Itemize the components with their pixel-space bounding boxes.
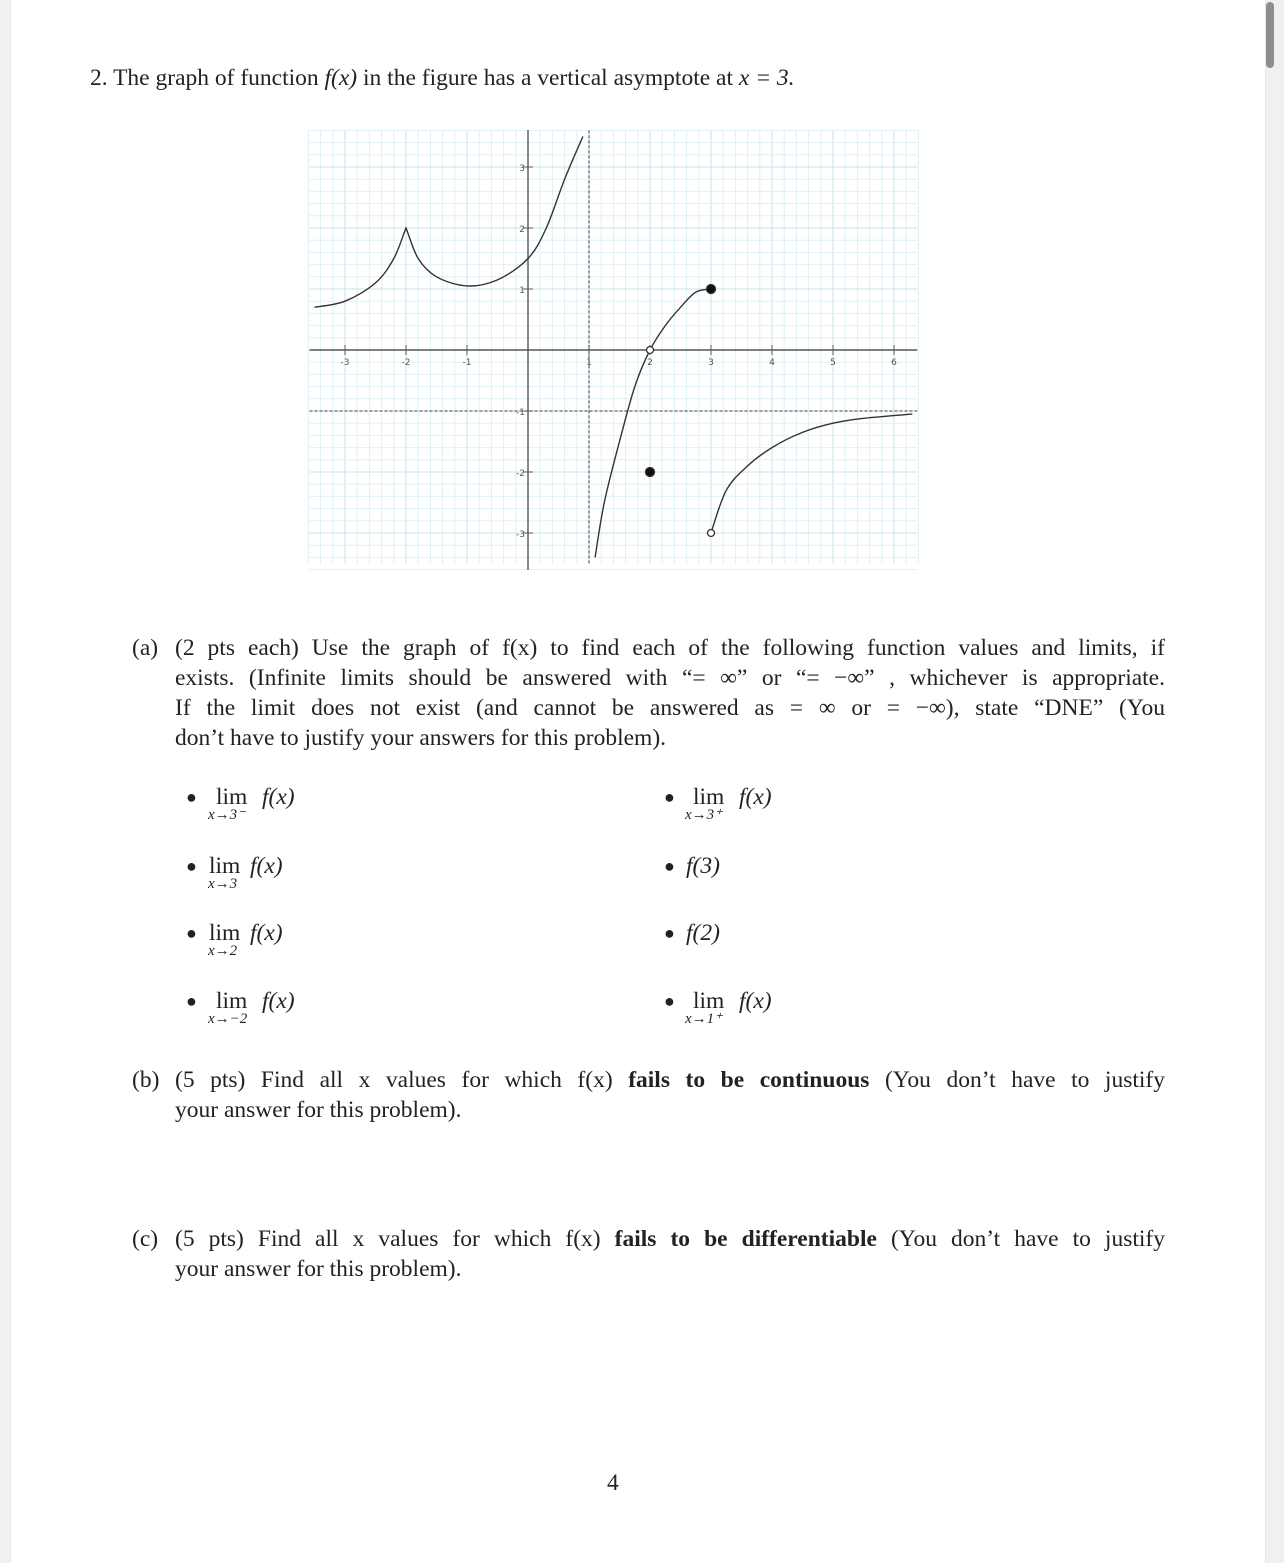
lim-word: lim	[693, 988, 725, 1014]
bullet: ●	[664, 991, 675, 1011]
lim-subscript: x→3⁻	[208, 807, 246, 823]
part-a-line4: don’t have to justify your answers for this problem).	[175, 725, 667, 751]
part-a-line1: (2 pts each) Use the graph of f(x) to find each of the following function values and limits, if	[175, 635, 1165, 661]
y-tick-label: 3	[519, 164, 525, 174]
lim-word: lim	[209, 920, 241, 946]
lim-word: lim	[209, 853, 241, 879]
lim-word: lim	[693, 784, 725, 810]
bullet: ●	[664, 787, 675, 807]
lim-expression: f(x)	[250, 853, 283, 879]
problem-asymptote: x = 3.	[738, 65, 795, 91]
x-tick-label: 2	[647, 358, 653, 368]
problem-function: f(x)	[324, 65, 358, 91]
value-expression: f(2)	[686, 920, 720, 946]
part-b-line2: your answer for this problem).	[175, 1097, 462, 1123]
scrollbar-thumb[interactable]	[1266, 2, 1274, 68]
problem-statement	[90, 63, 795, 93]
part-c-emphasis: fails to be differentiable	[614, 1226, 877, 1252]
lim-subscript: x→2	[208, 943, 238, 959]
open-point	[708, 530, 715, 537]
problem-number: 2.	[90, 65, 108, 91]
lim-word: lim	[216, 988, 248, 1014]
lim-word: lim	[216, 784, 248, 810]
part-b-text-end: (You don’t have to justify	[869, 1067, 1165, 1093]
y-tick-label: -2	[516, 469, 525, 479]
x-tick-label: -3	[340, 358, 350, 368]
filled-point	[646, 468, 655, 477]
y-tick-label: -1	[516, 408, 525, 418]
function-graph	[300, 130, 920, 570]
open-point	[647, 347, 654, 354]
bullet: ●	[186, 991, 197, 1011]
problem-text-before: The graph of function	[113, 65, 325, 91]
lim-expression: f(x)	[250, 920, 283, 946]
y-tick-label: -3	[516, 530, 525, 540]
part-c-label: (c)	[132, 1226, 159, 1252]
bullet: ●	[186, 856, 197, 876]
lim-subscript: x→−2	[208, 1011, 248, 1027]
lim-expression: f(x)	[262, 784, 295, 810]
part-c-text: (5 pts) Find all x values for which f(x)	[175, 1226, 615, 1252]
lim-subscript: x→3⁺	[685, 807, 723, 823]
x-tick-label: 1	[586, 358, 592, 368]
lim-expression: f(x)	[262, 988, 295, 1014]
problem-text-mid: in the figure has a vertical asymptote at	[357, 65, 739, 91]
x-tick-label: 4	[769, 358, 775, 368]
x-tick-label: 5	[830, 358, 836, 368]
y-tick-label: 1	[519, 286, 525, 296]
part-a-line3: If the limit does not exist (and cannot be answered as = ∞ or = −∞), state “DNE” (You	[175, 695, 1165, 721]
x-tick-label: -1	[462, 358, 472, 368]
part-c-line2: your answer for this problem).	[175, 1256, 462, 1282]
lim-subscript: x→1⁺	[685, 1011, 723, 1027]
part-a-label: (a)	[132, 635, 159, 661]
part-b-line1	[175, 1065, 1165, 1095]
part-c-text-end: (You don’t have to justify	[876, 1226, 1165, 1252]
part-b-emphasis: fails to be continuous	[628, 1067, 870, 1093]
bullet: ●	[186, 923, 197, 943]
x-tick-label: -2	[401, 358, 411, 368]
lim-expression: f(x)	[739, 988, 772, 1014]
page-number: 4	[607, 1470, 619, 1496]
part-a-line2: exists. (Infinite limits should be answered with “= ∞” or “= −∞” , whichever is appropriate.	[175, 665, 1165, 691]
bullet: ●	[186, 787, 197, 807]
lim-expression: f(x)	[739, 784, 772, 810]
lim-subscript: x→3	[208, 876, 238, 892]
part-c-line1	[175, 1224, 1165, 1254]
part-b-text: (5 pts) Find all x values for which f(x)	[175, 1067, 629, 1093]
x-tick-label: 6	[891, 358, 897, 368]
part-b-label: (b)	[132, 1067, 160, 1093]
filled-point	[707, 285, 716, 294]
value-expression: f(3)	[686, 853, 720, 879]
bullet: ●	[664, 856, 675, 876]
x-tick-label: 3	[708, 358, 714, 368]
y-tick-label: 2	[519, 225, 525, 235]
bullet: ●	[664, 923, 675, 943]
